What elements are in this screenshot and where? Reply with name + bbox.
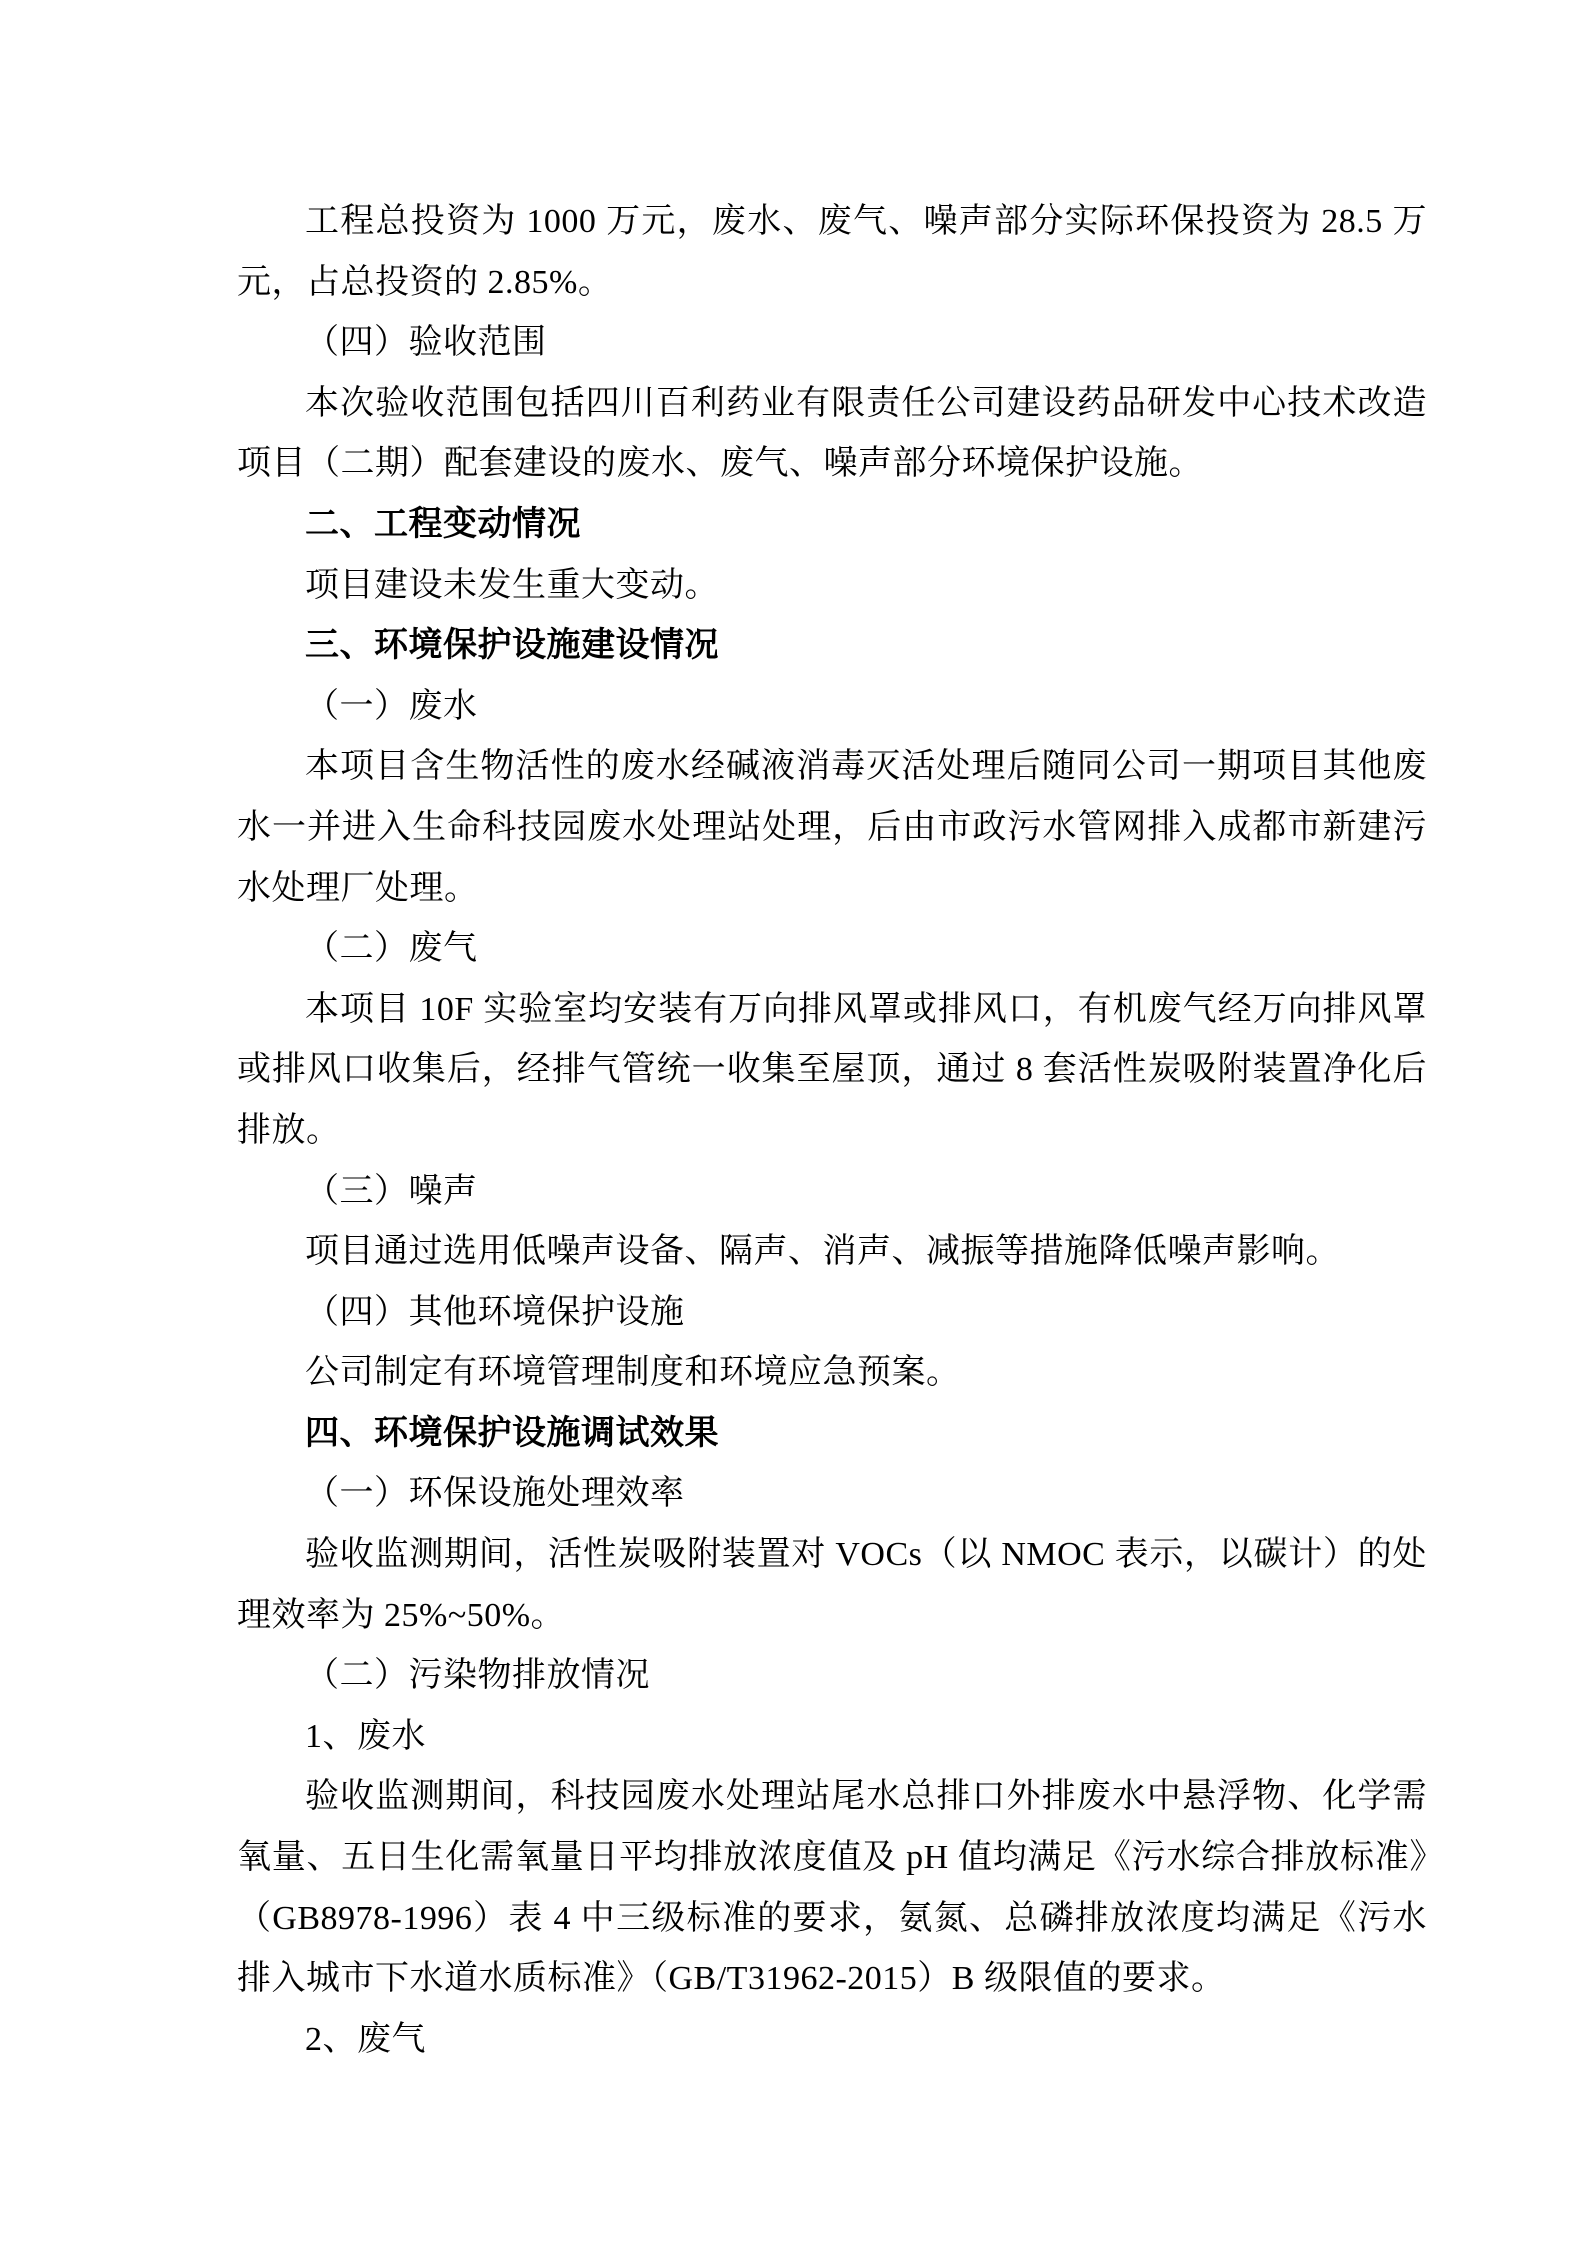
paragraph-no-major-changes: 项目建设未发生重大变动。 <box>305 566 719 604</box>
heading-2-project-changes: 二、工程变动情况 <box>305 505 581 543</box>
subheading-1-wastewater: （一）废水 <box>305 687 478 725</box>
subheading-waste-gas-item-2: 2、废气 <box>305 2020 426 2058</box>
paragraph-total-investment: 工程总投资为 1000 万元，废水、废气、噪声部分实际环保投资为 28.5 万元，占总投资的 2.85%。 <box>237 203 1427 301</box>
subheading-4-other-facilities: （四）其他环境保护设施 <box>305 1293 685 1331</box>
subheading-3-noise: （三）噪声 <box>305 1172 478 1210</box>
paragraph-noise-measures: 项目通过选用低噪声设备、隔声、消声、减振等措施降低噪声影响。 <box>305 1233 1340 1271</box>
paragraph-acceptance-scope-detail: 本次验收范围包括四川百利药业有限责任公司建设药品研发中心技术改造项目（二期）配套建设的废水、废气、噪声部分环境保护设施。 <box>237 384 1427 483</box>
document-content <box>237 192 1427 2070</box>
subheading-wastewater-item-1: 1、废水 <box>305 1717 426 1755</box>
subheading-1-treatment-efficiency: （一）环保设施处理效率 <box>305 1475 685 1513</box>
heading-4-commissioning-results: 四、环境保护设施调试效果 <box>305 1414 719 1452</box>
paragraph-wastewater-monitoring: 验收监测期间，科技园废水处理站尾水总排口外排废水中悬浮物、化学需氧量、五日生化需氧量日平均排放浓度值及 pH 值均满足《污水综合排放标准》（GB8978-1996）表 4 中三级标准的要求，氨氮、总磷排放浓度均满足《污水排入城市下水道水质标准》（GB/T31962-2015）B 级限值的要求。 <box>237 1778 1427 1998</box>
subheading-4-acceptance-scope: （四）验收范围 <box>305 324 547 362</box>
paragraph-waste-gas-treatment: 本项目 10F 实验室均安装有万向排风罩或排风口，有机废气经万向排风罩或排风口收集后，经排气管统一收集至屋顶，通过 8 套活性炭吸附装置净化后排放。 <box>237 990 1427 1149</box>
subheading-2-pollutant-discharge: （二）污染物排放情况 <box>305 1657 650 1695</box>
paragraph-vocs-efficiency: 验收监测期间，活性炭吸附装置对 VOCs（以 NMOC 表示，以碳计）的处理效率为 25%~50%。 <box>237 1536 1427 1634</box>
subheading-2-waste-gas: （二）废气 <box>305 930 478 968</box>
paragraph-wastewater-treatment: 本项目含生物活性的废水经碱液消毒灭活处理后随同公司一期项目其他废水一并进入生命科技园废水处理站处理，后由市政污水管网排入成都市新建污水处理厂处理。 <box>237 748 1427 907</box>
heading-3-facility-construction: 三、环境保护设施建设情况 <box>305 627 719 665</box>
paragraph-management-system: 公司制定有环境管理制度和环境应急预案。 <box>305 1354 961 1392</box>
